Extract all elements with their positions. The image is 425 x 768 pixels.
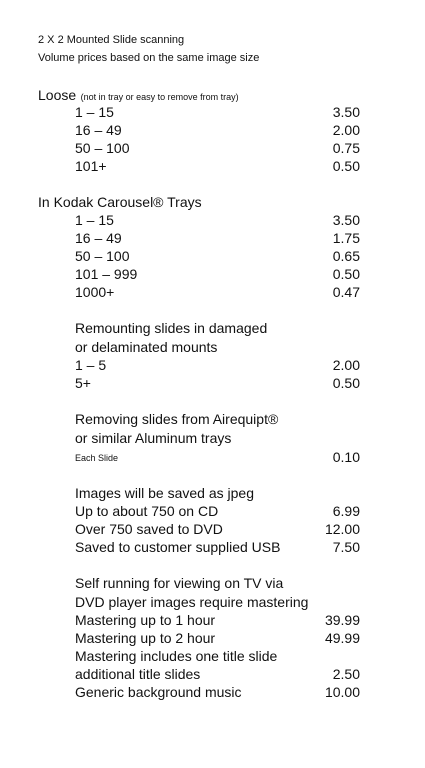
jpeg-row-price: 7.50: [332, 539, 360, 555]
dvd-row-price: 10.00: [324, 684, 360, 700]
section-loose-heading: [38, 87, 239, 105]
remount-row-label: 5+: [75, 375, 91, 391]
jpeg-row-price: 12.00: [324, 521, 360, 537]
remount-heading-line-2: or delaminated mounts: [75, 339, 218, 355]
dvd-row-price: 2.50: [332, 666, 360, 682]
remount-row-price: 0.50: [332, 375, 360, 391]
loose-row-price: 0.75: [332, 140, 360, 156]
loose-row-price: 0.50: [332, 158, 360, 174]
dvd-heading-line-1: Self running for viewing on TV via: [75, 575, 284, 591]
carousel-row-price: 0.47: [332, 284, 360, 300]
carousel-row-price: 0.65: [332, 248, 360, 264]
loose-row-price: 3.50: [332, 104, 360, 120]
dvd-row-label: Mastering up to 2 hour: [75, 630, 216, 646]
loose-row-label: 101+: [75, 158, 107, 174]
jpeg-row-label: Saved to customer supplied USB: [75, 539, 281, 555]
dvd-note: Mastering includes one title slide: [75, 648, 278, 664]
airequipt-heading-line-1: Removing slides from Airequipt®: [75, 411, 279, 427]
jpeg-row-label: Over 750 saved to DVD: [75, 521, 223, 537]
remount-row-price: 2.00: [332, 357, 360, 373]
remount-heading-line-1: Remounting slides in damaged: [75, 320, 268, 336]
remount-row-label: 1 – 5: [75, 357, 107, 373]
airequipt-heading-line-2: or similar Aluminum trays: [75, 430, 232, 446]
loose-row-price: 2.00: [332, 122, 360, 138]
jpeg-row-label: Up to about 750 on CD: [75, 503, 219, 519]
dvd-row-label: Generic background music: [75, 684, 242, 700]
dvd-row-label: Mastering up to 1 hour: [75, 612, 216, 628]
loose-heading: Loose: [38, 87, 77, 103]
loose-note: (not in tray or easy to remove from tray): [80, 92, 239, 102]
carousel-row-price: 0.50: [332, 266, 360, 282]
carousel-row-price: 1.75: [332, 230, 360, 246]
carousel-row-label: 101 – 999: [75, 266, 138, 282]
jpeg-row-price: 6.99: [332, 503, 360, 519]
jpeg-heading: Images will be saved as jpeg: [75, 485, 254, 501]
carousel-heading: In Kodak Carousel® Trays: [38, 194, 202, 210]
page-subtitle: Volume prices based on the same image size: [38, 52, 260, 64]
loose-row-label: 16 – 49: [75, 122, 122, 138]
carousel-row-label: 1 – 15: [75, 212, 114, 228]
dvd-heading-line-2: DVD player images require mastering: [75, 594, 309, 610]
dvd-row-price: 49.99: [324, 630, 360, 646]
carousel-row-label: 16 – 49: [75, 230, 122, 246]
loose-row-label: 50 – 100: [75, 140, 130, 156]
dvd-row-label: additional title slides: [75, 666, 201, 682]
carousel-row-label: 1000+: [75, 284, 115, 300]
carousel-row-price: 3.50: [332, 212, 360, 228]
loose-row-label: 1 – 15: [75, 104, 114, 120]
airequipt-row-price: 0.10: [332, 449, 360, 465]
airequipt-row-label: Each Slide: [75, 453, 119, 463]
page-title: 2 X 2 Mounted Slide scanning: [38, 34, 185, 46]
carousel-row-label: 50 – 100: [75, 248, 130, 264]
dvd-row-price: 39.99: [324, 612, 360, 628]
